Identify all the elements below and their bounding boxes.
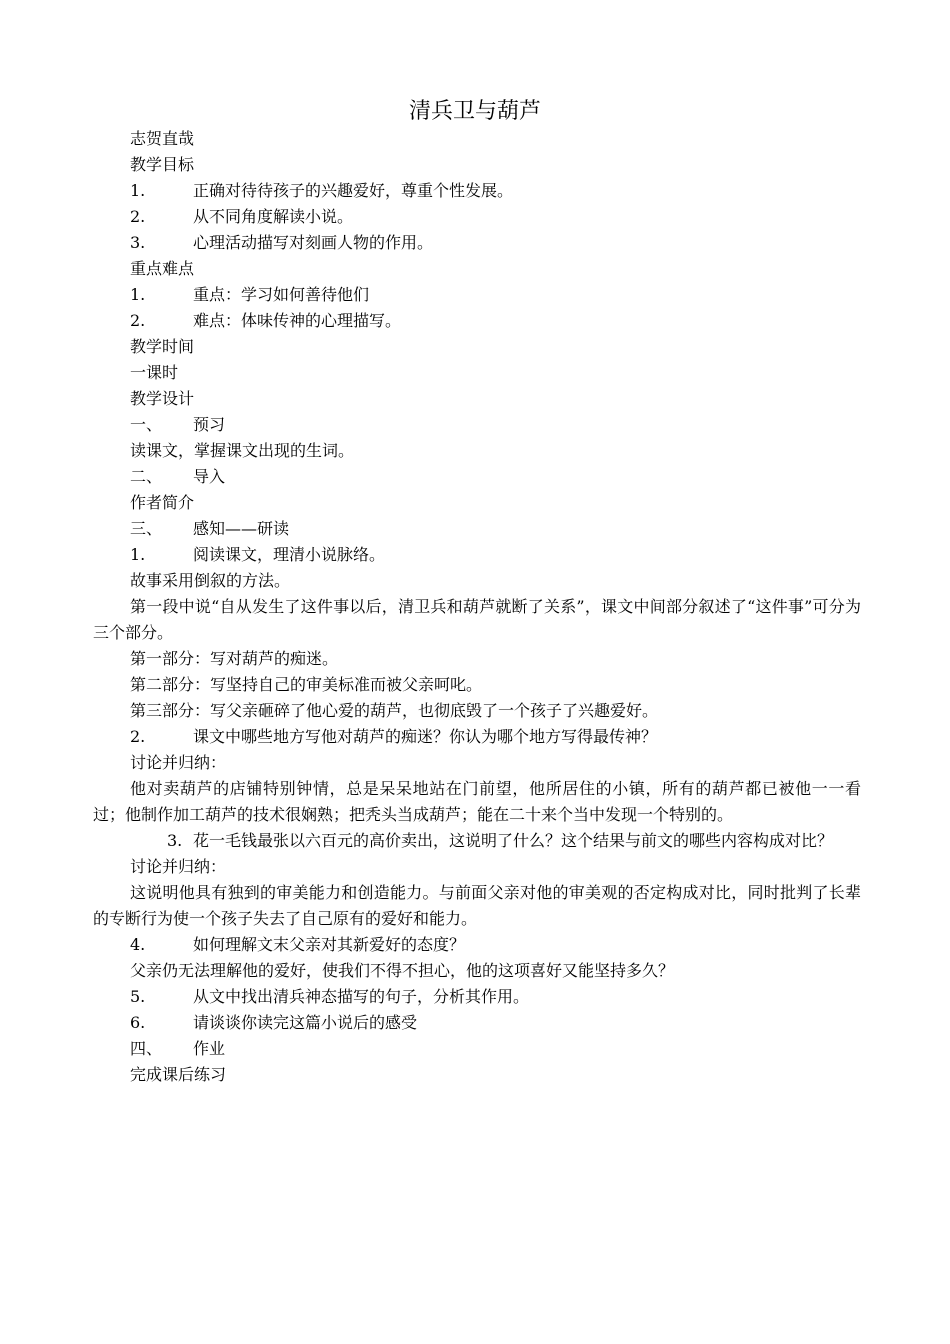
item-text: 阅读课文，理清小说脉络。 (193, 545, 386, 564)
keypoint-item (93, 282, 861, 308)
time-value: 一课时 (130, 363, 179, 382)
item-number: 6. (130, 1013, 146, 1032)
item-text: 难点：体味传神的心理描写。 (193, 311, 402, 330)
step-text: 预习 (193, 415, 226, 434)
author-line: 志贺直哉 (130, 129, 195, 148)
step-number: 四、 (130, 1039, 163, 1058)
step-body: 完成课后练习 (130, 1065, 227, 1084)
item-number: 1. (130, 545, 146, 564)
step-text: 感知——研读 (193, 519, 290, 538)
item-number: 4. (130, 935, 146, 954)
paragraph: 故事采用倒叙的方法。 (130, 571, 291, 590)
paragraph: 这说明他具有独到的审美能力和创造能力。与前面父亲对他的审美观的否定构成对比，同时批判了长辈的专断行为使一个孩子失去了自己原有的爱好和能力。 (93, 883, 861, 928)
item-number: 1. (130, 181, 146, 200)
step-text: 作业 (193, 1039, 226, 1058)
keypoints-heading: 重点难点 (130, 259, 195, 278)
item-number: 2. (130, 311, 146, 330)
step-number: 一、 (130, 415, 163, 434)
item-text: 请谈谈你读完这篇小说后的感受 (193, 1013, 418, 1032)
question-item (93, 724, 861, 750)
paragraph: 第二部分：写坚持自己的审美标准而被父亲呵叱。 (130, 675, 483, 694)
objective-item (93, 178, 861, 204)
question-item (93, 984, 861, 1010)
step-text: 导入 (193, 467, 226, 486)
paragraph: 第一段中说“自从发生了这件事以后，清卫兵和葫芦就断了关系”，课文中间部分叙述了“这件事”可分为三个部分。 (93, 597, 861, 642)
discussion-label: 讨论并归纳： (130, 857, 227, 876)
item-number: 2. (130, 207, 146, 226)
step-number: 二、 (130, 467, 163, 486)
step-heading (93, 516, 861, 542)
step-body: 作者简介 (130, 493, 195, 512)
item-text: 重点：学习如何善待他们 (193, 285, 370, 304)
item-number: 1. (130, 285, 146, 304)
step-heading (93, 464, 861, 490)
keypoint-item (93, 308, 861, 334)
item-number: 2. (130, 727, 146, 746)
paragraph: 第一部分：写对葫芦的痴迷。 (130, 649, 339, 668)
question-item (93, 542, 861, 568)
item-text: 心理活动描写对刻画人物的作用。 (193, 233, 434, 252)
objectives-heading: 教学目标 (130, 155, 195, 174)
item-text: 花一毛钱最张以六百元的高价卖出，这说明了什么？这个结果与前文的哪些内容构成对比？ (193, 831, 834, 850)
item-text: 从不同角度解读小说。 (193, 207, 354, 226)
question-item (93, 1010, 861, 1036)
item-number: 5. (130, 987, 146, 1006)
step-heading (93, 1036, 861, 1062)
question-item (93, 932, 861, 958)
time-heading: 教学时间 (130, 337, 195, 356)
item-number: 3. (130, 233, 146, 252)
step-heading (93, 412, 861, 438)
step-number: 三、 (130, 519, 163, 538)
design-heading: 教学设计 (130, 389, 195, 408)
paragraph: 他对卖葫芦的店铺特别钟情，总是呆呆地站在门前望，他所居住的小镇，所有的葫芦都已被他一一看过；他制作加工葫芦的技术很娴熟；把秃头当成葫芦；能在二十来个当中发现一个特别的。 (93, 779, 861, 824)
question-item (93, 828, 861, 854)
item-number: 3. (167, 831, 183, 850)
document-title: 清兵卫与葫芦 (408, 99, 541, 124)
item-text: 课文中哪些地方写他对葫芦的痴迷？你认为哪个地方写得最传神？ (193, 727, 658, 746)
step-body: 读课文，掌握课文出现的生词。 (130, 441, 355, 460)
item-text: 从文中找出清兵神态描写的句子，分析其作用。 (193, 987, 530, 1006)
item-text: 正确对待待孩子的兴趣爱好，尊重个性发展。 (193, 181, 514, 200)
paragraph: 父亲仍无法理解他的爱好，使我们不得不担心，他的这项喜好又能坚持多久？ (130, 961, 675, 980)
paragraph: 第三部分：写父亲砸碎了他心爱的葫芦，也彻底毁了一个孩子了兴趣爱好。 (130, 701, 659, 720)
objective-item (93, 204, 861, 230)
objective-item (93, 230, 861, 256)
discussion-label: 讨论并归纳： (130, 753, 227, 772)
item-text: 如何理解文末父亲对其新爱好的态度？ (193, 935, 466, 954)
document-body (93, 126, 861, 1088)
